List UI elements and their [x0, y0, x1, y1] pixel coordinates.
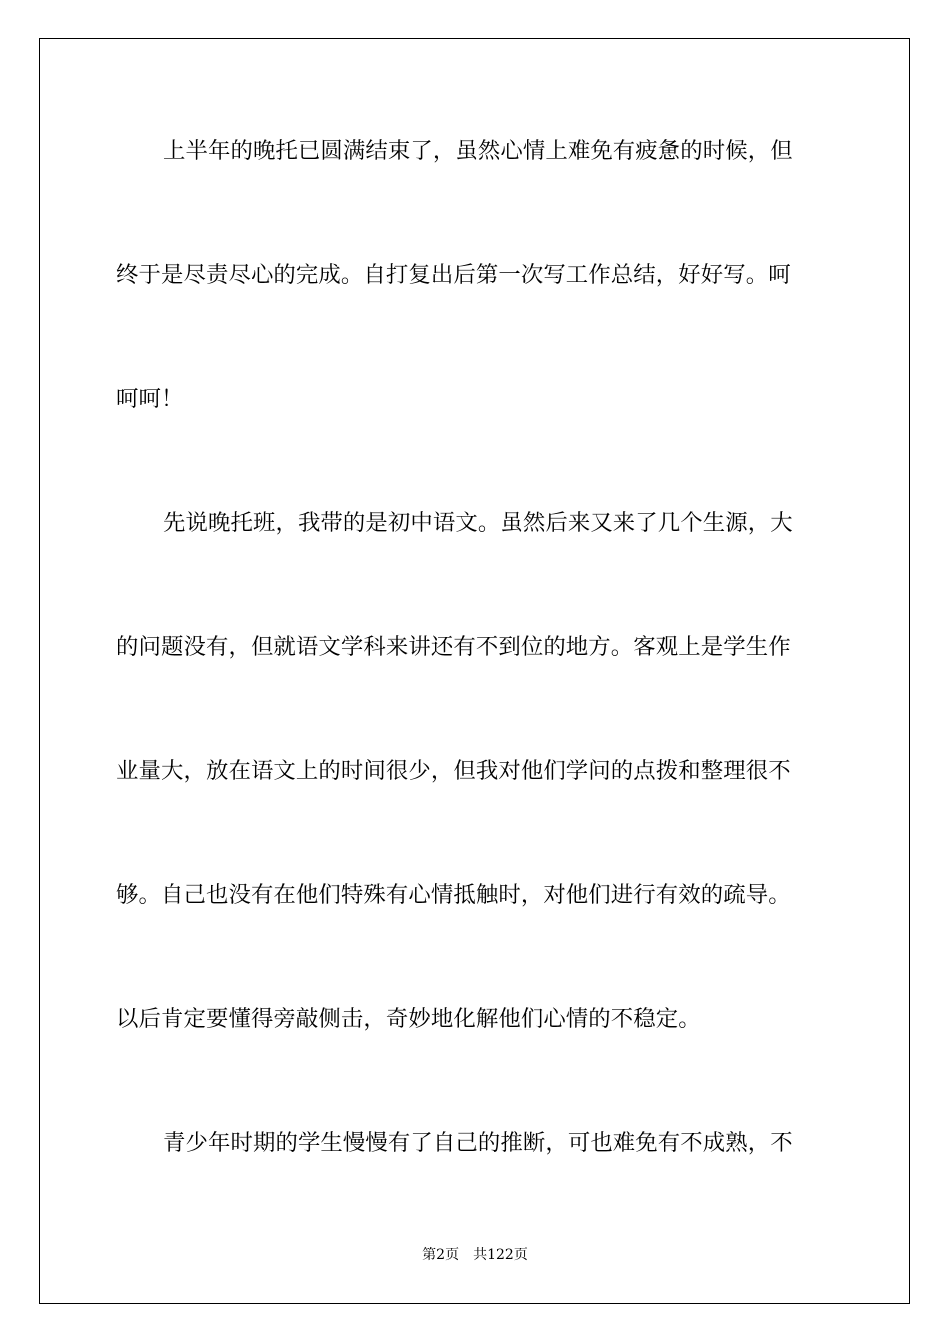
paragraph-line: 先说晚托班，我带的是初中语文。虽然后来又来了几个生源，大 [163, 510, 793, 536]
paragraph-line: 青少年时期的学生慢慢有了自己的推断，可也难免有不成熟，不 [163, 1130, 793, 1156]
paragraph-line: 终于是尽责尽心的完成。自打复出后第一次写工作总结，好好写。呵 [116, 262, 791, 288]
page-total: 共122页 [473, 1247, 528, 1263]
paragraph-line: 上半年的晚托已圆满结束了，虽然心情上难免有疲惫的时候，但 [163, 138, 793, 164]
paragraph-line: 的问题没有，但就语文学科来讲还有不到位的地方。客观上是学生作 [116, 634, 791, 660]
page-border [39, 38, 910, 1304]
paragraph-line: 够。自己也没有在他们特殊有心情抵触时，对他们进行有效的疏导。 [116, 882, 791, 908]
page-footer [0, 1246, 950, 1264]
page-number: 第2页 [422, 1247, 460, 1263]
paragraph-line: 呵呵！ [116, 386, 184, 412]
paragraph-line: 以后肯定要懂得旁敲侧击，奇妙地化解他们心情的不稳定。 [116, 1006, 701, 1032]
paragraph-line: 业量大，放在语文上的时间很少，但我对他们学问的点拨和整理很不 [116, 758, 791, 784]
